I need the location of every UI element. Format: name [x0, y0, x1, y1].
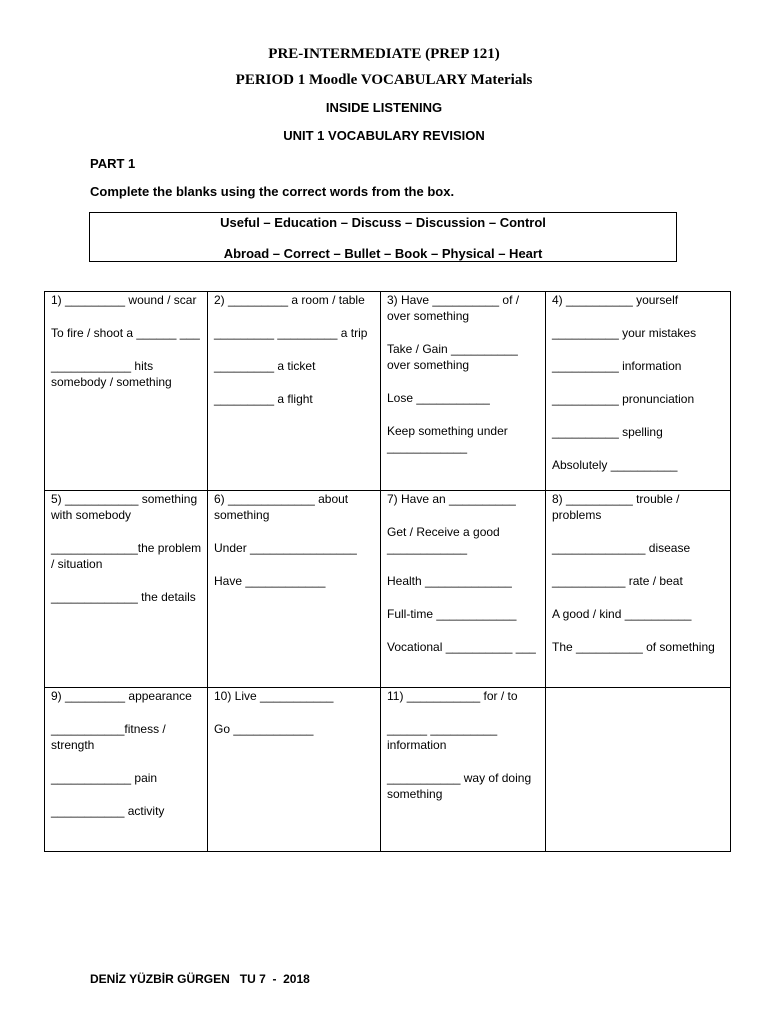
- grid-cell-3: [381, 292, 546, 491]
- exercise-line: _________ _________ a trip: [214, 326, 368, 340]
- word-box: [89, 212, 677, 262]
- exercise-line: _________ a ticket: [214, 359, 316, 373]
- exercise-line: ___________ way of doing something: [387, 771, 532, 801]
- grid-cell-6: [208, 491, 381, 688]
- exercise-line: _____________ the details: [51, 590, 196, 604]
- grid-cell-10: [208, 688, 381, 852]
- exercise-line: _________ a flight: [214, 392, 313, 406]
- exercise-line: 10) Live ___________: [214, 689, 334, 703]
- exercise-line: __________ information: [552, 359, 682, 373]
- grid-cell-9: [45, 688, 208, 852]
- exercise-line: 11) ___________ for / to: [387, 689, 518, 703]
- exercise-line: _____________the problem / situation: [51, 541, 202, 571]
- exercise-line: ___________ activity: [51, 804, 165, 818]
- exercise-line: ______________ disease: [552, 541, 691, 555]
- exercise-line: 9) _________ appearance: [51, 689, 192, 703]
- exercise-line: Have ____________: [214, 574, 326, 588]
- exercise-line: ___________fitness / strength: [51, 722, 166, 752]
- grid-row: [45, 292, 731, 491]
- exercise-line: 4) __________ yourself: [552, 293, 679, 307]
- grid-cell-empty: [546, 688, 731, 852]
- exercise-line: 6) _____________ about something: [214, 492, 349, 522]
- exercise-line: 5) ___________ something with somebody: [51, 492, 198, 522]
- word-box-line-2: Abroad – Correct – Bullet – Book – Physical – Heart: [223, 246, 543, 261]
- exercise-line: __________ spelling: [552, 425, 663, 439]
- grid-cell-4: [546, 292, 731, 491]
- exercise-line: Absolutely __________: [552, 458, 678, 472]
- grid-cell-2: [208, 292, 381, 491]
- exercise-line: Keep something under ____________: [387, 424, 508, 454]
- unit-title: UNIT 1 VOCABULARY REVISION: [283, 128, 485, 143]
- grid-row: [45, 688, 731, 852]
- exercise-line: Health _____________: [387, 574, 512, 588]
- exercise-line: ____________ hits somebody / something: [51, 359, 172, 389]
- grid-cell-1: [45, 292, 208, 491]
- exercise-line: Go ____________: [214, 722, 314, 736]
- exercise-line: Lose ___________: [387, 391, 490, 405]
- grid-cell-7: [381, 491, 546, 688]
- exercise-line: Get / Receive a good ____________: [387, 525, 500, 555]
- exercise-line: The __________ of something: [552, 640, 715, 654]
- exercise-line: __________ pronunciation: [552, 392, 695, 406]
- footer-author: DENİZ YÜZBİR GÜRGEN TU 7 - 2018: [90, 972, 310, 986]
- book-title: INSIDE LISTENING: [325, 100, 443, 115]
- exercise-line: A good / kind __________: [552, 607, 692, 621]
- grid-cell-5: [45, 491, 208, 688]
- grid-cell-11: [381, 688, 546, 852]
- exercise-line: Take / Gain __________ over something: [387, 342, 518, 372]
- exercise-line: 1) _________ wound / scar: [51, 293, 197, 307]
- exercise-line: ___________ rate / beat: [552, 574, 683, 588]
- exercise-line: 8) __________ trouble / problems: [552, 492, 680, 522]
- vocabulary-grid: [44, 291, 731, 852]
- document-title: PRE-INTERMEDIATE (PREP 121): [268, 46, 500, 62]
- grid-row: [45, 491, 731, 688]
- exercise-line: Vocational __________ ___: [387, 640, 536, 654]
- grid-cell-8: [546, 491, 731, 688]
- exercise-line: 7) Have an __________: [387, 492, 516, 506]
- exercise-line: To fire / shoot a ______ ___: [51, 326, 200, 340]
- exercise-line: __________ your mistakes: [552, 326, 697, 340]
- exercise-line: ____________ pain: [51, 771, 158, 785]
- part-heading: PART 1: [90, 156, 136, 171]
- exercise-line: ______ __________ information: [387, 722, 498, 752]
- word-box-line-1: Useful – Education – Discuss – Discussion – Control: [220, 215, 546, 230]
- instruction-text: Complete the blanks using the correct words from the box.: [90, 184, 455, 199]
- exercise-line: Under ________________: [214, 541, 357, 555]
- exercise-line: Full-time ____________: [387, 607, 517, 621]
- exercise-line: 3) Have __________ of / over something: [387, 293, 520, 323]
- period-title: PERIOD 1 Moodle VOCABULARY Materials: [235, 72, 533, 88]
- exercise-line: 2) _________ a room / table: [214, 293, 365, 307]
